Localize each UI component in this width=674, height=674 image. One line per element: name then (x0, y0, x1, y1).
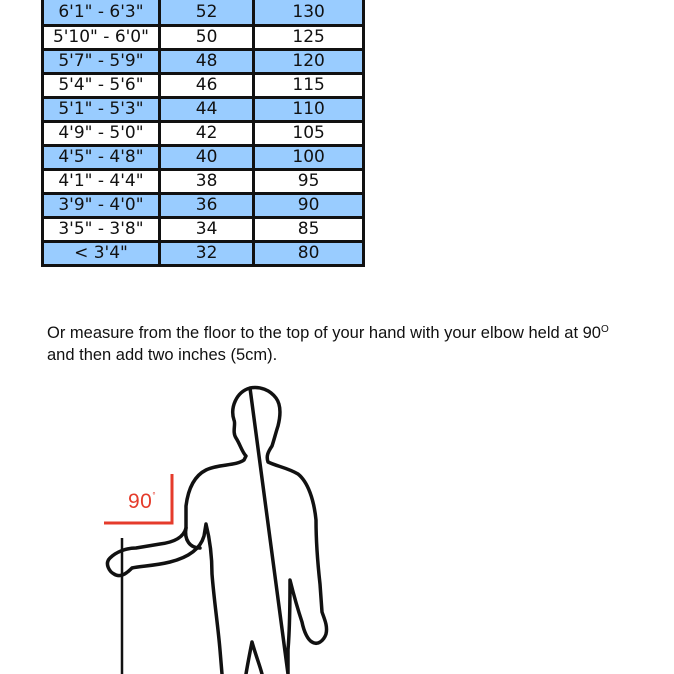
size-table-row (43, 74, 364, 98)
angle-label (128, 490, 156, 514)
height-range-cell: 3'5" - 3'8" (43, 218, 160, 242)
size-cell: 95 (254, 170, 364, 194)
size-cell: 90 (254, 194, 364, 218)
size-table-row (43, 26, 364, 50)
instruction-line-2: and then add two inches (5cm). (47, 346, 278, 364)
size-cell: 115 (254, 74, 364, 98)
size-cell: 80 (254, 242, 364, 266)
cm-cell: 36 (159, 194, 253, 218)
size-table-row (43, 50, 364, 74)
size-cell: 120 (254, 50, 364, 74)
size-table-row (43, 218, 364, 242)
height-range-cell: < 3'4" (43, 242, 160, 266)
size-cell: 100 (254, 146, 364, 170)
size-table-row (43, 242, 364, 266)
height-range-cell: 4'1" - 4'4" (43, 170, 160, 194)
size-table-body (43, 0, 364, 266)
cm-cell: 48 (159, 50, 253, 74)
size-table-row (43, 0, 364, 26)
instruction-text (47, 322, 647, 366)
instruction-line-1: Or measure from the floor to the top of your hand with your elbow held at 90 (47, 324, 601, 342)
size-table-row (43, 170, 364, 194)
cm-cell: 46 (159, 74, 253, 98)
cm-cell: 40 (159, 146, 253, 170)
size-table-row (43, 98, 364, 122)
cm-cell: 44 (159, 98, 253, 122)
height-range-cell: 5'10" - 6'0" (43, 26, 160, 50)
angle-degree-mark: ° (152, 491, 157, 500)
height-range-cell: 3'9" - 4'0" (43, 194, 160, 218)
cm-cell: 42 (159, 122, 253, 146)
height-range-cell: 5'7" - 5'9" (43, 50, 160, 74)
size-table (41, 0, 365, 267)
cm-cell: 38 (159, 170, 253, 194)
size-table-row (43, 194, 364, 218)
size-cell: 85 (254, 218, 364, 242)
size-table-row (43, 122, 364, 146)
person-silhouette (107, 387, 326, 674)
height-range-cell: 4'9" - 5'0" (43, 122, 160, 146)
height-range-cell: 6'1" - 6'3" (43, 0, 160, 26)
height-range-cell: 5'4" - 5'6" (43, 74, 160, 98)
size-cell: 105 (254, 122, 364, 146)
degree-mark: O (600, 324, 609, 335)
arm-detail (186, 528, 200, 548)
cm-cell: 32 (159, 242, 253, 266)
angle-value: 90 (128, 490, 153, 513)
size-cell: 125 (254, 26, 364, 50)
cm-cell: 52 (159, 0, 253, 26)
size-cell: 130 (254, 0, 364, 26)
height-range-cell: 4'5" - 4'8" (43, 146, 160, 170)
cm-cell: 34 (159, 218, 253, 242)
cm-cell: 50 (159, 26, 253, 50)
height-range-cell: 5'1" - 5'3" (43, 98, 160, 122)
size-cell: 110 (254, 98, 364, 122)
size-table-row (43, 146, 364, 170)
